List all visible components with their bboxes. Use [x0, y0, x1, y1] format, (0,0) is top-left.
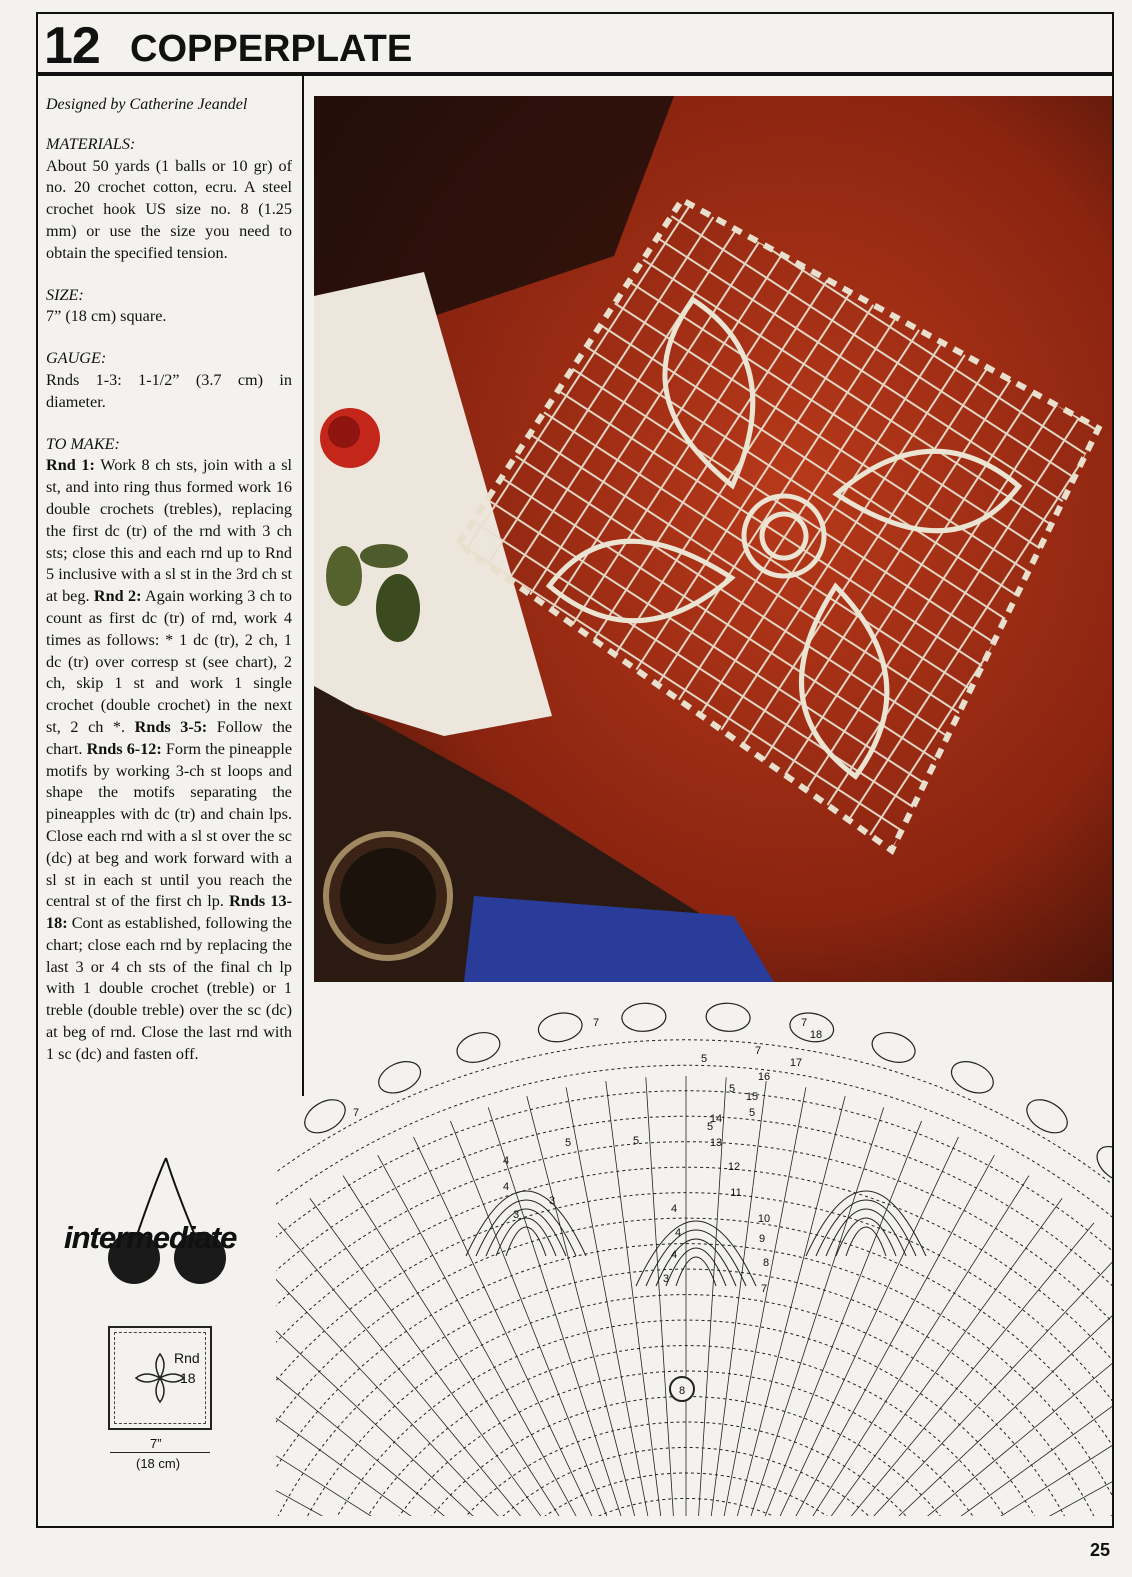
- chain-loop: [621, 1002, 667, 1033]
- rnd13-18-label: Rnds 13-18:: [46, 892, 292, 933]
- chain-loop: [868, 1028, 918, 1068]
- round-label: 17: [789, 1057, 803, 1069]
- round-label: 4: [670, 1203, 678, 1215]
- chain-loop: [705, 1002, 751, 1033]
- chain-loop: [453, 1028, 503, 1068]
- rnd3-5-text: Follow the chart.: [46, 717, 293, 758]
- round-label: 16: [757, 1071, 771, 1083]
- to-make-section: [46, 434, 292, 1066]
- chain-loop: [1021, 1093, 1073, 1140]
- stitch-spoke: [276, 1373, 602, 1516]
- stitch-spoke: [727, 1249, 1112, 1516]
- stitch-spoke: [697, 1087, 806, 1516]
- round-label: 4: [502, 1181, 510, 1193]
- round-label: 5: [632, 1135, 640, 1147]
- rose-leaf: [360, 544, 408, 568]
- stitch-round: [276, 1116, 1112, 1516]
- round-label: 5: [564, 1137, 572, 1149]
- stitch-spoke: [717, 1107, 884, 1516]
- stitch-round: [276, 1218, 1112, 1516]
- rnd6-12-label: Rnds 6-12:: [86, 739, 162, 758]
- pineapple-loop: [506, 1227, 546, 1256]
- pineapple-loop: [816, 1200, 916, 1256]
- stitch-spoke: [414, 1137, 644, 1516]
- designer-credit: Designed by Catherine Jeandel: [46, 96, 248, 113]
- rnd-number: 18: [180, 1370, 196, 1386]
- round-label: 3: [512, 1209, 520, 1221]
- skill-level-label: intermediate: [64, 1220, 237, 1255]
- doily-photo: [314, 96, 1112, 982]
- round-label: 12: [727, 1161, 741, 1173]
- round-label: 7: [592, 1017, 600, 1029]
- dimension-line: [110, 1452, 210, 1453]
- rnd3-5-label: Rnds 3-5:: [134, 717, 208, 736]
- pineapple-loop: [646, 1230, 746, 1286]
- round-label: 5: [728, 1083, 736, 1095]
- chain-loop: [374, 1055, 426, 1099]
- stitch-spoke: [343, 1176, 654, 1516]
- round-label: 14: [709, 1113, 723, 1125]
- gauge-section: [46, 348, 292, 413]
- round-label: 7: [800, 1017, 808, 1029]
- rnd2-label: Rnd 2:: [93, 587, 142, 606]
- chain-loop: [536, 1010, 584, 1045]
- stitch-spoke: [566, 1087, 678, 1516]
- round-label: 9: [758, 1233, 766, 1245]
- size-heading: SIZE:: [46, 285, 84, 304]
- round-label: 13: [709, 1137, 723, 1149]
- round-label: 7: [760, 1283, 768, 1295]
- chain-loop: [299, 1093, 351, 1140]
- stitch-spoke: [699, 1081, 770, 1516]
- rnd2-text: Again working 3 ch to count as first dc (tr) of rnd, work 4 times as follows: * 1 dc (tr), 2 ch, 1 dc (tr) over corresp st (see chart), 2 ch, skip 1 st and work 1 single crochet (double crochet) in the next st, 2 ch *.: [46, 587, 292, 736]
- gauge-text: Rnds 1-3: 1-1/2” (3.7 cm) in diameter.: [46, 370, 292, 411]
- crochet-chart: [276, 996, 1112, 1516]
- size-text: 7” (18 cm) square.: [46, 307, 167, 326]
- round-label: 15: [745, 1091, 759, 1103]
- stitch-spoke: [276, 1278, 613, 1516]
- rnd-label: Rnd: [174, 1350, 200, 1366]
- stitch-round: [276, 1091, 1112, 1516]
- page-header: [36, 12, 1114, 76]
- width-cm: (18 cm): [136, 1456, 181, 1471]
- stitch-spoke: [527, 1096, 661, 1516]
- round-label: 5: [700, 1053, 708, 1065]
- stitch-spoke: [706, 1096, 845, 1516]
- round-label: 8: [678, 1385, 686, 1397]
- column-divider: [302, 76, 304, 1096]
- chain-loop: [947, 1055, 999, 1099]
- instructions-column: [46, 94, 292, 1086]
- round-label: 4: [674, 1227, 682, 1239]
- round-label: 7: [352, 1107, 360, 1119]
- stitch-round: [276, 1040, 1112, 1516]
- pineapple-loop: [476, 1200, 576, 1256]
- materials-section: [46, 134, 292, 265]
- rnd13-18-text: Cont as established, following the chart; close each rnd by replacing the last 3 or 4 ch sts of the final ch lp with 1 double crochet (treble) or 1 treble (double treble) over the sc (dc) at beg of rnd. Close the last rnd with 1 sc (dc) and fasten off.: [46, 914, 292, 1063]
- round-label: 7: [754, 1045, 762, 1057]
- width-inches: 7”: [150, 1436, 162, 1451]
- round-label: 5: [706, 1121, 714, 1133]
- rnd1-label: Rnd 1:: [46, 456, 95, 475]
- stitch-spoke: [733, 1198, 1062, 1516]
- pineapple-loop: [676, 1257, 716, 1286]
- pineapple-loop: [846, 1227, 886, 1256]
- rose-leaf: [326, 546, 362, 606]
- size-section: [46, 285, 292, 329]
- pattern-number: 12: [44, 17, 100, 75]
- round-label: 8: [762, 1257, 770, 1269]
- stitch-spoke: [276, 1308, 624, 1516]
- page-number: 25: [1090, 1540, 1111, 1560]
- pineapple-loop: [486, 1209, 566, 1256]
- stitch-spoke: [735, 1340, 1112, 1516]
- rnd6-12-text: Form the pineapple motifs by working 3-ch st loops and shape the motifs separating the pineapples with dc (tr) and chain lps. Close each rnd with a sl st over the sc (dc) at beg and work forward with a sl st in each st until you reach the central st of the first ch lp.: [46, 739, 293, 911]
- chain-loop: [276, 1139, 281, 1188]
- stitch-round: [276, 1295, 1112, 1516]
- round-label: 3: [548, 1195, 556, 1207]
- round-label: 10: [757, 1213, 771, 1225]
- stitch-round: [276, 1167, 1112, 1516]
- size-diagram: [108, 1326, 212, 1430]
- materials-heading: MATERIALS:: [46, 134, 136, 153]
- pineapple-loop: [636, 1221, 756, 1286]
- round-label: 18: [809, 1029, 823, 1041]
- round-label: 4: [502, 1155, 510, 1167]
- rose-leaf: [376, 574, 420, 642]
- stitch-spoke: [774, 1408, 1112, 1516]
- round-label: 11: [730, 1187, 742, 1199]
- materials-text: About 50 yards (1 balls or 10 gr) of no. 20 crochet cotton, ecru. A steel crochet hook US size no. 8 (1.25 mm) or use the size you need to obtain the specified tension.: [46, 156, 292, 262]
- stitch-spoke: [718, 1176, 1029, 1516]
- skill-badge: [60, 1150, 272, 1290]
- round-label: 5: [748, 1107, 756, 1119]
- to-make-heading: TO MAKE:: [46, 434, 120, 453]
- gauge-heading: GAUGE:: [46, 349, 107, 368]
- rnd1-text: Work 8 ch sts, join with a sl st, and into ring thus formed work 16 double crochets (trebles), replacing the first dc (tr) of the rnd with 3 ch sts; close this and each rnd up to Rnd 5 inclusive with a sl st in the 3rd ch st at beg.: [46, 456, 292, 606]
- round-label: 4: [670, 1249, 678, 1261]
- round-label: 3: [662, 1273, 670, 1285]
- page-title: COPPERPLATE: [130, 28, 413, 70]
